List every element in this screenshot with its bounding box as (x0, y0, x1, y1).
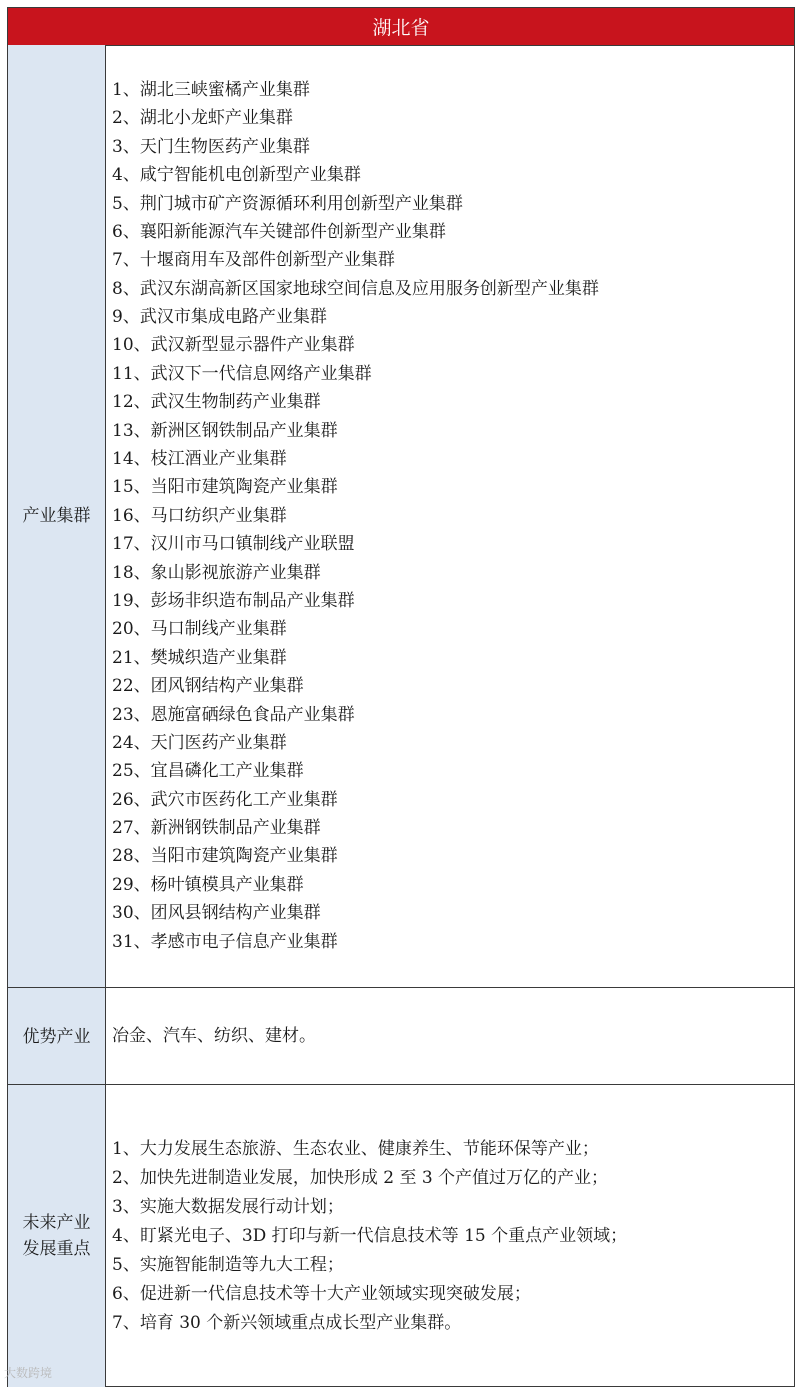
list-item: 15、当阳市建筑陶瓷产业集群 (112, 477, 338, 498)
list-item: 17、汉川市马口镇制线产业联盟 (112, 534, 355, 555)
row-label-advantage (8, 988, 106, 1085)
list-item: 16、马口纺织产业集群 (112, 505, 287, 526)
list-item: 19、彭场非织造布制品产业集群 (112, 590, 355, 611)
table-header (8, 8, 794, 46)
clusters-list (112, 45, 788, 987)
list-item: 29、杨叶镇模具产业集群 (112, 874, 304, 895)
list-item: 21、樊城织造产业集群 (112, 647, 287, 668)
clusters-label: 产业集群 (22, 506, 91, 526)
list-item: 7、十堰商用车及部件创新型产业集群 (112, 250, 395, 271)
list-item: 6、襄阳新能源汽车关键部件创新型产业集群 (112, 221, 446, 242)
province-table (7, 7, 795, 1387)
advantage-content (112, 988, 788, 1085)
list-item: 5、荆门城市矿产资源循环利用创新型产业集群 (112, 193, 463, 214)
list-item: 13、新洲区钢铁制品产业集群 (112, 420, 338, 441)
list-item: 20、马口制线产业集群 (112, 619, 287, 640)
list-item: 28、当阳市建筑陶瓷产业集群 (112, 846, 338, 867)
list-item: 1、大力发展生态旅游、生态农业、健康养生、节能环保等产业； (112, 1138, 599, 1159)
list-item: 3、天门生物医药产业集群 (112, 136, 310, 157)
watermark-text: 大数跨境 (4, 1366, 53, 1380)
list-item: 10、武汉新型显示器件产业集群 (112, 335, 355, 356)
row-clusters (8, 45, 794, 987)
list-item: 14、枝江酒业产业集群 (112, 449, 287, 470)
advantage-text: 冶金、汽车、纺织、建材。 (112, 1026, 316, 1047)
list-item: 31、孝感市电子信息产业集群 (112, 931, 338, 952)
list-item: 11、武汉下一代信息网络产业集群 (112, 363, 372, 384)
list-item: 2、加快先进制造业发展，加快形成 2 至 3 个产值过万亿的产业； (112, 1167, 609, 1188)
list-item: 24、天门医药产业集群 (112, 732, 287, 753)
province-title: 湖北省 (372, 17, 430, 39)
list-item: 12、武汉生物制药产业集群 (112, 392, 321, 413)
future-label-line2: 发展重点 (22, 1239, 91, 1259)
future-label-line1: 未来产业 (22, 1213, 91, 1233)
row-future (8, 1084, 794, 1387)
list-item: 7、培育 30 个新兴领域重点成长型产业集群。 (112, 1312, 462, 1333)
row-label-clusters (8, 45, 106, 987)
list-item: 27、新洲钢铁制品产业集群 (112, 818, 321, 839)
list-item: 22、团风钢结构产业集群 (112, 676, 304, 697)
advantage-label: 优势产业 (22, 1026, 91, 1047)
list-item: 9、武汉市集成电路产业集群 (112, 307, 327, 328)
list-item: 26、武穴市医药化工产业集群 (112, 789, 338, 810)
future-list (112, 1085, 788, 1387)
list-item: 30、团风县钢结构产业集群 (112, 903, 321, 924)
list-item: 18、象山影视旅游产业集群 (112, 562, 321, 583)
row-label-future (8, 1085, 106, 1387)
list-item: 5、实施智能制造等九大工程； (112, 1254, 344, 1275)
row-advantage (8, 987, 794, 1085)
list-item: 4、咸宁智能机电创新型产业集群 (112, 165, 361, 186)
list-item: 25、宜昌磷化工产业集群 (112, 761, 304, 782)
list-item: 1、湖北三峡蜜橘产业集群 (112, 79, 310, 100)
list-item: 6、促进新一代信息技术等十大产业领域实现突破发展； (112, 1283, 531, 1304)
list-item: 8、武汉东湖高新区国家地球空间信息及应用服务创新型产业集群 (112, 278, 599, 299)
list-item: 23、恩施富硒绿色食品产业集群 (112, 704, 355, 725)
list-item: 4、盯紧光电子、3D 打印与新一代信息技术等 15 个重点产业领域； (112, 1225, 628, 1246)
list-item: 3、实施大数据发展行动计划； (112, 1196, 344, 1217)
list-item: 2、湖北小龙虾产业集群 (112, 108, 293, 129)
watermark (4, 1364, 52, 1381)
